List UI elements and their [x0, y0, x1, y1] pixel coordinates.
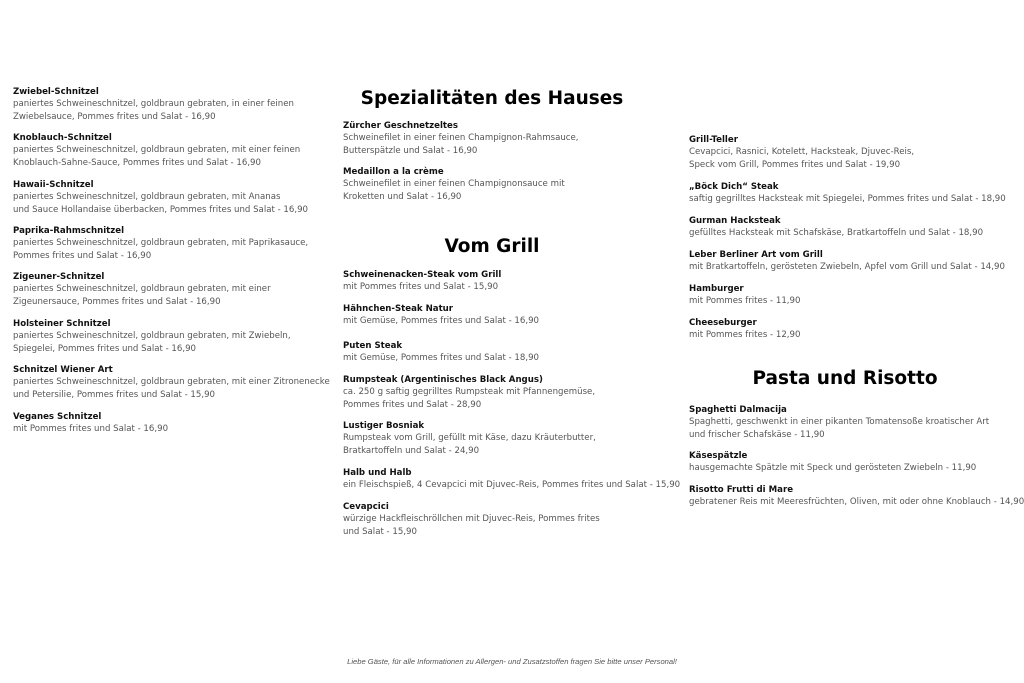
menu-item-description: Butterspätzle und Salat - 16,90 — [343, 145, 478, 156]
menu-item — [343, 420, 596, 457]
menu-item — [13, 132, 300, 169]
menu-item-description: mit Bratkartoffeln, gerösteten Zwiebeln, Apfel vom Grill und Salat - 14,90 — [689, 262, 1005, 272]
menu-item — [689, 404, 989, 441]
menu-item — [13, 225, 308, 262]
menu-item — [689, 134, 914, 171]
menu-item — [689, 181, 1006, 206]
menu-item-description: Pommes frites und Salat - 28,90 — [343, 399, 482, 410]
menu-item — [343, 374, 595, 411]
menu-item — [343, 501, 600, 538]
menu-item-name: Spaghetti Dalmacija — [689, 405, 787, 415]
menu-item-description: Kroketten und Salat - 16,90 — [343, 191, 462, 202]
menu-item-name: Schweinenacken-Steak vom Grill — [343, 270, 502, 280]
menu-item-description: ca. 250 g saftig gegrilltes Rumpsteak mit Pfannengemüse, — [343, 387, 596, 397]
menu-item — [689, 215, 983, 240]
menu-item — [343, 340, 539, 365]
menu-item — [689, 249, 1005, 274]
menu-item-description: paniertes Schweineschnitzel, goldbraun gebraten, mit einer Zitronenecke — [13, 377, 330, 387]
menu-item-name: Zürcher Geschnetzeltes — [343, 121, 458, 131]
menu-item-description: paniertes Schweineschnitzel, goldbraun gebraten, mit Paprikasauce, — [13, 238, 309, 248]
menu-item — [343, 467, 680, 492]
menu-item-name: Grill-Teller — [689, 135, 738, 145]
menu-item-description: gefülltes Hacksteak mit Schafskäse, Bratkartoffeln und Salat - 18,90 — [689, 228, 984, 238]
menu-item-description: Knoblauch-Sahne-Sauce, Pommes frites und Salat - 16,90 — [13, 157, 261, 168]
menu-item-description: Spaghetti, geschwenkt in einer pikanten Tomatensoße kroatischer Art — [689, 417, 990, 427]
menu-item-description: Cevapcici, Rasnici, Kotelett, Hacksteak, Djuvec-Reis, — [689, 147, 915, 157]
menu-item-name: Halb und Halb — [343, 468, 412, 478]
menu-item-description: Rumpsteak vom Grill, gefüllt mit Käse, dazu Kräuterbutter, — [343, 433, 596, 443]
menu-item-description: paniertes Schweineschnitzel, goldbraun gebraten, mit einer feinen — [13, 145, 301, 155]
menu-item — [13, 411, 168, 436]
menu-item-name: Leber Berliner Art vom Grill — [689, 250, 823, 260]
menu-item-name: Cheeseburger — [689, 318, 757, 328]
menu-item-name: Käsespätzle — [689, 451, 748, 461]
menu-item-name: Holsteiner Schnitzel — [13, 319, 111, 329]
menu-item — [689, 450, 976, 475]
menu-item-description: und Salat - 15,90 — [343, 526, 417, 537]
menu-item — [13, 364, 330, 401]
menu-item-name: Hamburger — [689, 284, 744, 294]
menu-item-name: Zigeuner-Schnitzel — [13, 272, 105, 282]
menu-item-description: Pommes frites und Salat - 16,90 — [13, 250, 152, 261]
menu-item-description: Spiegelei, Pommes frites und Salat - 16,90 — [13, 343, 197, 354]
menu-item-description: paniertes Schweineschnitzel, goldbraun gebraten, mit einer — [13, 284, 271, 294]
menu-item-description: würzige Hackfleischröllchen mit Djuvec-Reis, Pommes frites — [343, 514, 600, 524]
menu-item-name: Zwiebel-Schnitzel — [13, 87, 99, 97]
menu-item — [689, 317, 800, 342]
menu-item — [13, 271, 271, 308]
menu-item-description: paniertes Schweineschnitzel, goldbraun gebraten, mit Ananas — [13, 192, 281, 202]
menu-item-name: „Böck Dich“ Steak — [689, 182, 779, 192]
menu-item — [343, 269, 501, 294]
menu-item-description: paniertes Schweineschnitzel, goldbraun gebraten, in einer feinen — [13, 99, 294, 109]
menu-item-name: Hawaii-Schnitzel — [13, 180, 94, 190]
menu-item — [689, 283, 800, 308]
section-title-grill: Vom Grill — [444, 236, 540, 257]
menu-item — [13, 86, 294, 123]
menu-item — [13, 179, 308, 216]
menu-item-name: Lustiger Bosniak — [343, 421, 425, 431]
menu-item-description: und Sauce Hollandaise überbacken, Pommes frites und Salat - 16,90 — [13, 204, 309, 215]
menu-item-description: mit Pommes frites - 12,90 — [689, 330, 801, 340]
menu-item-description: gebratener Reis mit Meeresfrüchten, Oliven, mit oder ohne Knoblauch - 14,90 — [689, 497, 1024, 507]
menu-item-description: mit Pommes frites und Salat - 16,90 — [13, 424, 169, 434]
menu-item-name: Rumpsteak (Argentinisches Black Angus) — [343, 375, 543, 385]
menu-item-description: Zigeunersauce, Pommes frites und Salat - 16,90 — [13, 296, 221, 307]
menu-item-description: mit Gemüse, Pommes frites und Salat - 18,90 — [343, 353, 540, 363]
menu-item-name: Hähnchen-Steak Natur — [343, 304, 454, 314]
menu-item — [343, 120, 579, 157]
allergen-footer-note: Liebe Gäste, für alle Informationen zu Allergen- und Zusatzstoffen fragen Sie bitte unser Personal! — [347, 657, 677, 666]
menu-item-name: Medaillon a la crème — [343, 167, 444, 177]
section-title-pasta: Pasta und Risotto — [752, 368, 938, 389]
menu-item-name: Puten Steak — [343, 341, 403, 351]
menu-item-description: saftig gegrilltes Hacksteak mit Spiegelei, Pommes frites und Salat - 18,90 — [689, 194, 1006, 204]
menu-item-description: Speck vom Grill, Pommes frites und Salat - 19,90 — [689, 159, 901, 170]
menu-item-name: Knoblauch-Schnitzel — [13, 133, 112, 143]
menu-item-description: mit Gemüse, Pommes frites und Salat - 16,90 — [343, 316, 540, 326]
menu-item-description: Schweinefilet in einer feinen Champignon-Rahmsauce, — [343, 133, 579, 143]
menu-item — [343, 303, 539, 328]
menu-item-description: hausgemachte Spätzle mit Speck und gerösteten Zwiebeln - 11,90 — [689, 463, 977, 473]
menu-item — [13, 318, 291, 355]
menu-item-description: Bratkartoffeln und Salat - 24,90 — [343, 445, 480, 456]
menu-item — [689, 484, 1024, 509]
menu-item-description: paniertes Schweineschnitzel, goldbraun gebraten, mit Zwiebeln, — [13, 331, 291, 341]
menu-item-description: ein Fleischspieß, 4 Cevapcici mit Djuvec-Reis, Pommes frites und Salat - 15,90 — [343, 480, 681, 490]
menu-item-description: mit Pommes frites und Salat - 15,90 — [343, 282, 499, 292]
menu-item — [343, 166, 565, 203]
menu-item-name: Paprika-Rahmschnitzel — [13, 226, 125, 236]
menu-item-description: Zwiebelsauce, Pommes frites und Salat - 16,90 — [13, 111, 216, 122]
menu-item-name: Schnitzel Wiener Art — [13, 365, 113, 375]
menu-item-name: Cevapcici — [343, 502, 389, 512]
menu-item-name: Gurman Hacksteak — [689, 216, 781, 226]
menu-item-description: mit Pommes frites - 11,90 — [689, 296, 801, 306]
section-title-spezialitaeten: Spezialitäten des Hauses — [360, 88, 624, 109]
menu-item-description: und Petersilie, Pommes frites und Salat - 15,90 — [13, 389, 215, 400]
menu-item-name: Veganes Schnitzel — [13, 412, 102, 422]
menu-item-description: Schweinefilet in einer feinen Champignonsauce mit — [343, 179, 565, 189]
menu-item-name: Risotto Frutti di Mare — [689, 485, 794, 495]
menu-item-description: und frischer Schafskäse - 11,90 — [689, 429, 825, 440]
